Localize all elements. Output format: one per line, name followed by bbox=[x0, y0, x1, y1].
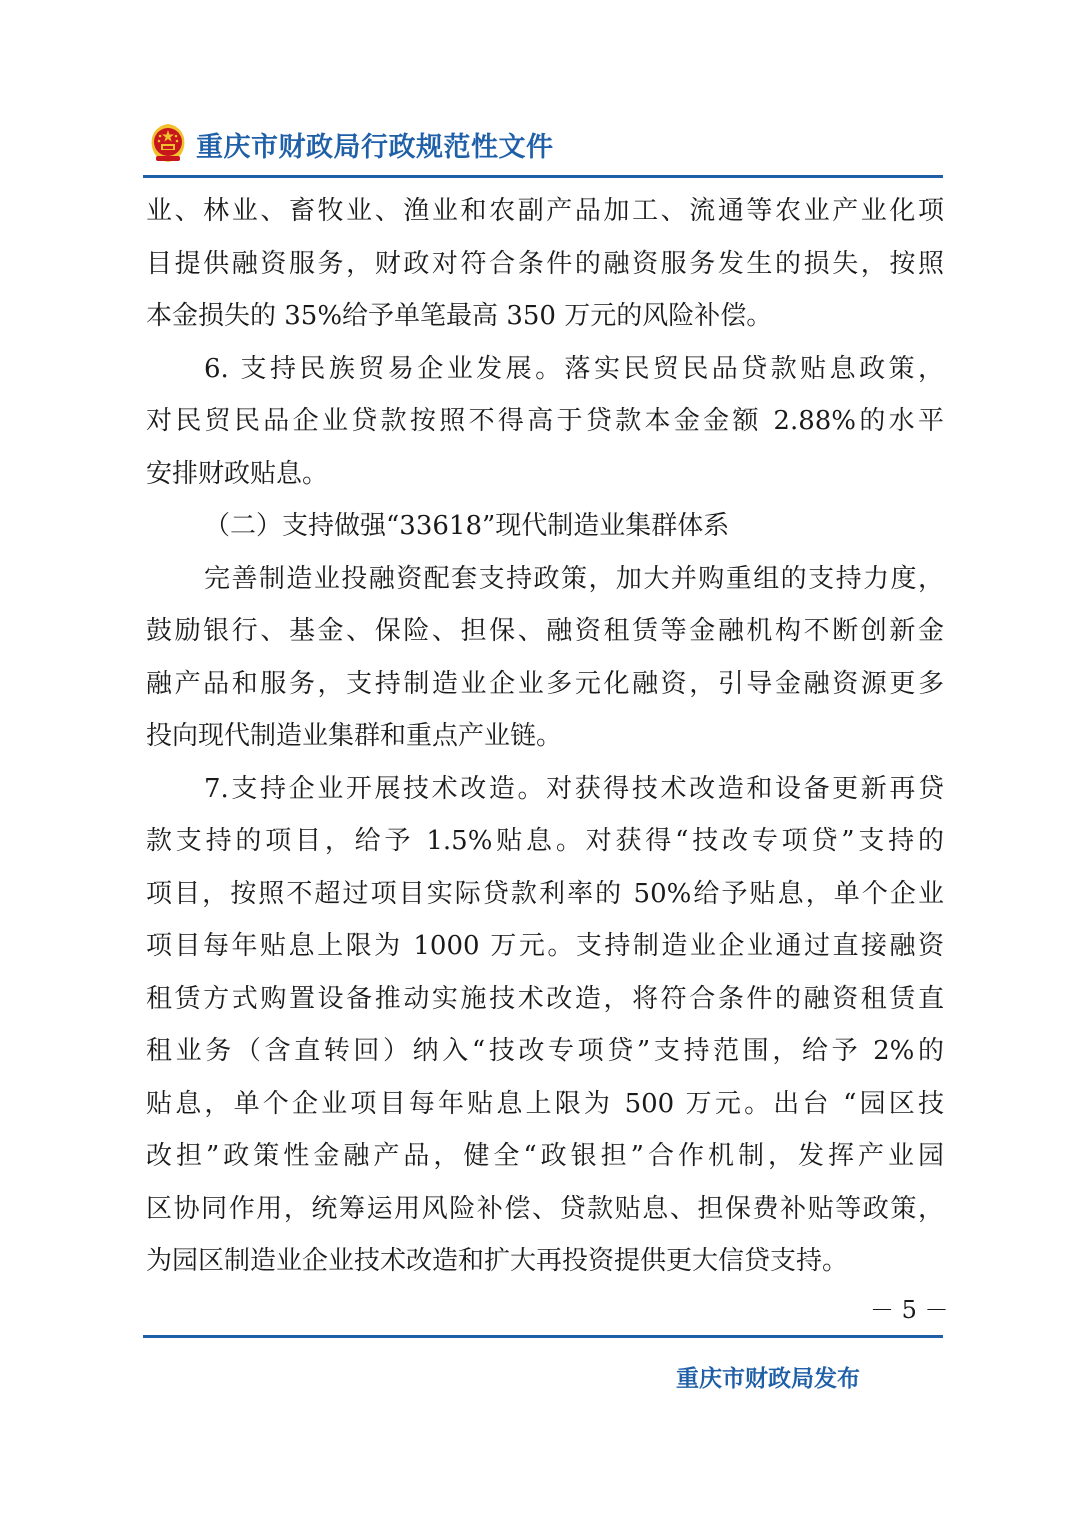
body-line: 6. 支持民族贸易企业发展。落实民贸民品贷款贴息政策， bbox=[204, 353, 944, 384]
body-line: 租业务（含直转回）纳入“技改专项贷”支持范围，给予 2%的 bbox=[146, 1036, 944, 1066]
body-line: 为园区制造业企业技术改造和扩大再投资提供更大信贷支持。 bbox=[146, 1246, 849, 1276]
body-line: 区协同作用，统筹运用风险补偿、贷款贴息、担保费补贴等政策， bbox=[146, 1193, 944, 1224]
body-line: 鼓励银行、基金、保险、担保、融资租赁等金融机构不断创新金 bbox=[146, 616, 944, 646]
body-line: 款支持的项目，给予 1.5%贴息。对获得“技改专项贷”支持的 bbox=[146, 826, 944, 856]
body-line: 业、林业、畜牧业、渔业和农副产品加工、流通等农业产业化项 bbox=[146, 196, 944, 226]
body-line: 本金损失的 35%给予单笔最高 350 万元的风险补偿。 bbox=[146, 301, 773, 331]
footer-publisher: 重庆市财政局发布 bbox=[676, 1366, 860, 1392]
body-line: 项目每年贴息上限为 1000 万元。支持制造业企业通过直接融资 bbox=[146, 931, 944, 961]
body-line: 目提供融资服务，财政对符合条件的融资服务发生的损失，按照 bbox=[146, 248, 944, 279]
body-line: 7.支持企业开展技术改造。对获得技术改造和设备更新再贷 bbox=[204, 773, 944, 804]
body-line: 投向现代制造业集群和重点产业链。 bbox=[146, 721, 563, 751]
body-line: 完善制造业投融资配套支持政策，加大并购重组的支持力度， bbox=[204, 563, 944, 594]
section-heading: （二）支持做强“33618”现代制造业集群体系 bbox=[204, 511, 730, 541]
body-line: 安排财政贴息。 bbox=[146, 458, 329, 489]
body-line: 对民贸民品企业贷款按照不得高于贷款本金金额 2.88%的水平 bbox=[146, 406, 944, 436]
body-line: 项目，按照不超过项目实际贷款利率的 50%给予贴息，单个企业 bbox=[146, 878, 944, 909]
page-number: － 5 － bbox=[870, 1296, 949, 1324]
body-line: 贴息，单个企业项目每年贴息上限为 500 万元。出台 “园区技 bbox=[146, 1088, 944, 1119]
body-line: 融产品和服务，支持制造业企业多元化融资，引导金融资源更多 bbox=[146, 668, 944, 699]
footer-divider bbox=[143, 1335, 943, 1338]
body-line: 租赁方式购置设备推动实施技术改造，将符合条件的融资租赁直 bbox=[146, 983, 944, 1014]
body-line: 改担”政策性金融产品，健全“政银担”合作机制，发挥产业园 bbox=[146, 1141, 944, 1171]
document-body bbox=[146, 185, 944, 1288]
header-divider bbox=[143, 175, 943, 178]
header-title: 重庆市财政局行政规范性文件 bbox=[196, 131, 554, 163]
document-header bbox=[148, 118, 554, 170]
national-emblem-icon bbox=[148, 122, 188, 166]
